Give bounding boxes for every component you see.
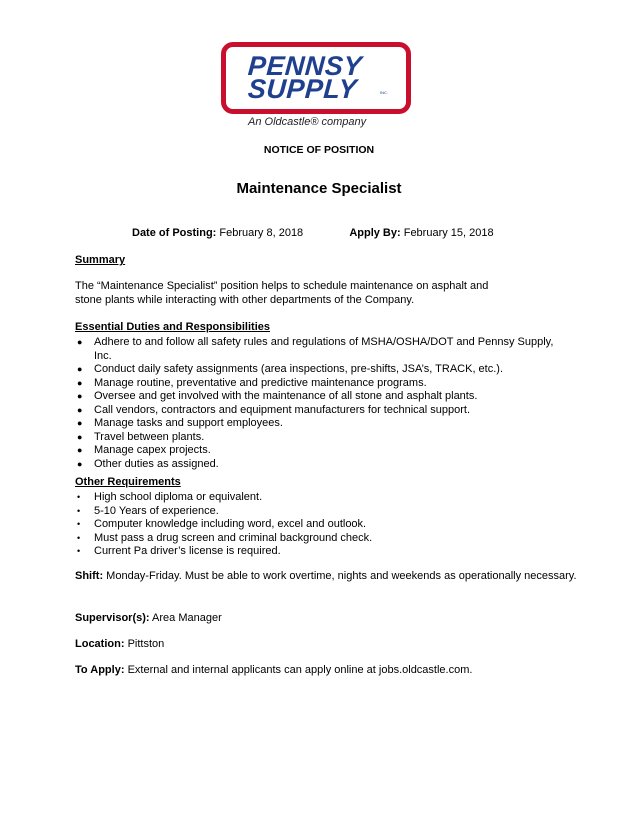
supervisor-section	[75, 611, 565, 625]
requirements-heading: Other Requirements	[75, 476, 181, 488]
summary-text: The “Maintenance Specialist” position helps to schedule maintenance on asphalt and stone plants while interacting with other departments of the Company.	[75, 280, 489, 306]
apply-by-label: Apply By:	[349, 227, 401, 239]
list-item: ● Travel between plants.	[77, 430, 205, 443]
list-item: • High school diploma or equivalent.	[77, 491, 263, 503]
summary-heading: Summary	[75, 254, 126, 266]
list-item: ● Other duties as assigned.	[77, 457, 219, 470]
duties-section	[75, 320, 565, 471]
to-apply-label: To Apply:	[75, 664, 125, 676]
date-of-posting-value: February 8, 2018	[219, 227, 304, 239]
list-item: ● Oversee and get involved with the maintenance of all stone and asphalt plants.	[77, 390, 478, 402]
list-item: ● Call vendors, contractors and equipment manufacturers for technical support.	[77, 403, 471, 416]
date-of-posting-label: Date of Posting:	[132, 227, 217, 239]
position-title: Maintenance Specialist	[236, 180, 402, 197]
list-item: ● Adhere to and follow all safety rules and regulations of MSHA/OSHA/DOT and Pennsy Supply, Inc.	[77, 336, 554, 362]
list-item: ● Manage routine, preventative and predictive maintenance programs.	[77, 376, 427, 389]
apply-by-value: February 15, 2018	[403, 227, 494, 239]
shift-value: Monday-Friday. Must be able to work overtime, nights and weekends as operationally necessary.	[106, 570, 577, 582]
location-label: Location:	[75, 638, 125, 650]
location-section	[75, 637, 565, 651]
logo-tagline: An Oldcastle® company	[248, 116, 367, 128]
list-item: ● Conduct daily safety assignments (area inspections, pre-shifts, JSA’s, TRACK, etc.).	[77, 363, 504, 375]
summary-section	[75, 253, 565, 307]
to-apply-value: External and internal applicants can apply online at jobs.oldcastle.com.	[127, 664, 473, 676]
company-logo	[221, 42, 419, 128]
logo-line-2: SUPPLY	[246, 74, 359, 104]
logo-frame	[221, 42, 411, 114]
shift-section	[75, 569, 595, 583]
list-item: ● Manage capex projects.	[77, 444, 211, 456]
list-item: • 5-10 Years of experience.	[77, 504, 219, 517]
logo-inc: INC.	[380, 90, 388, 95]
list-item: ● Manage tasks and support employees.	[77, 417, 283, 429]
list-item: • Computer knowledge including word, excel and outlook.	[77, 518, 367, 530]
to-apply-section	[75, 663, 595, 677]
notice-heading: NOTICE OF POSITION	[263, 144, 375, 156]
shift-label: Shift:	[75, 570, 104, 582]
location-value: Pittston	[127, 638, 165, 650]
list-item: • Current Pa driver’s license is required.	[77, 545, 281, 557]
list-item: • Must pass a drug screen and criminal background check.	[77, 531, 373, 544]
requirements-list	[75, 491, 565, 559]
posting-dates	[132, 227, 494, 239]
duties-heading: Essential Duties and Responsibilities	[75, 321, 270, 333]
supervisor-value: Area Manager	[152, 612, 222, 624]
logo-line-1: PENNSY	[246, 51, 364, 81]
duties-list	[75, 336, 565, 471]
supervisor-label: Supervisor(s):	[75, 612, 150, 624]
requirements-section	[75, 475, 565, 559]
